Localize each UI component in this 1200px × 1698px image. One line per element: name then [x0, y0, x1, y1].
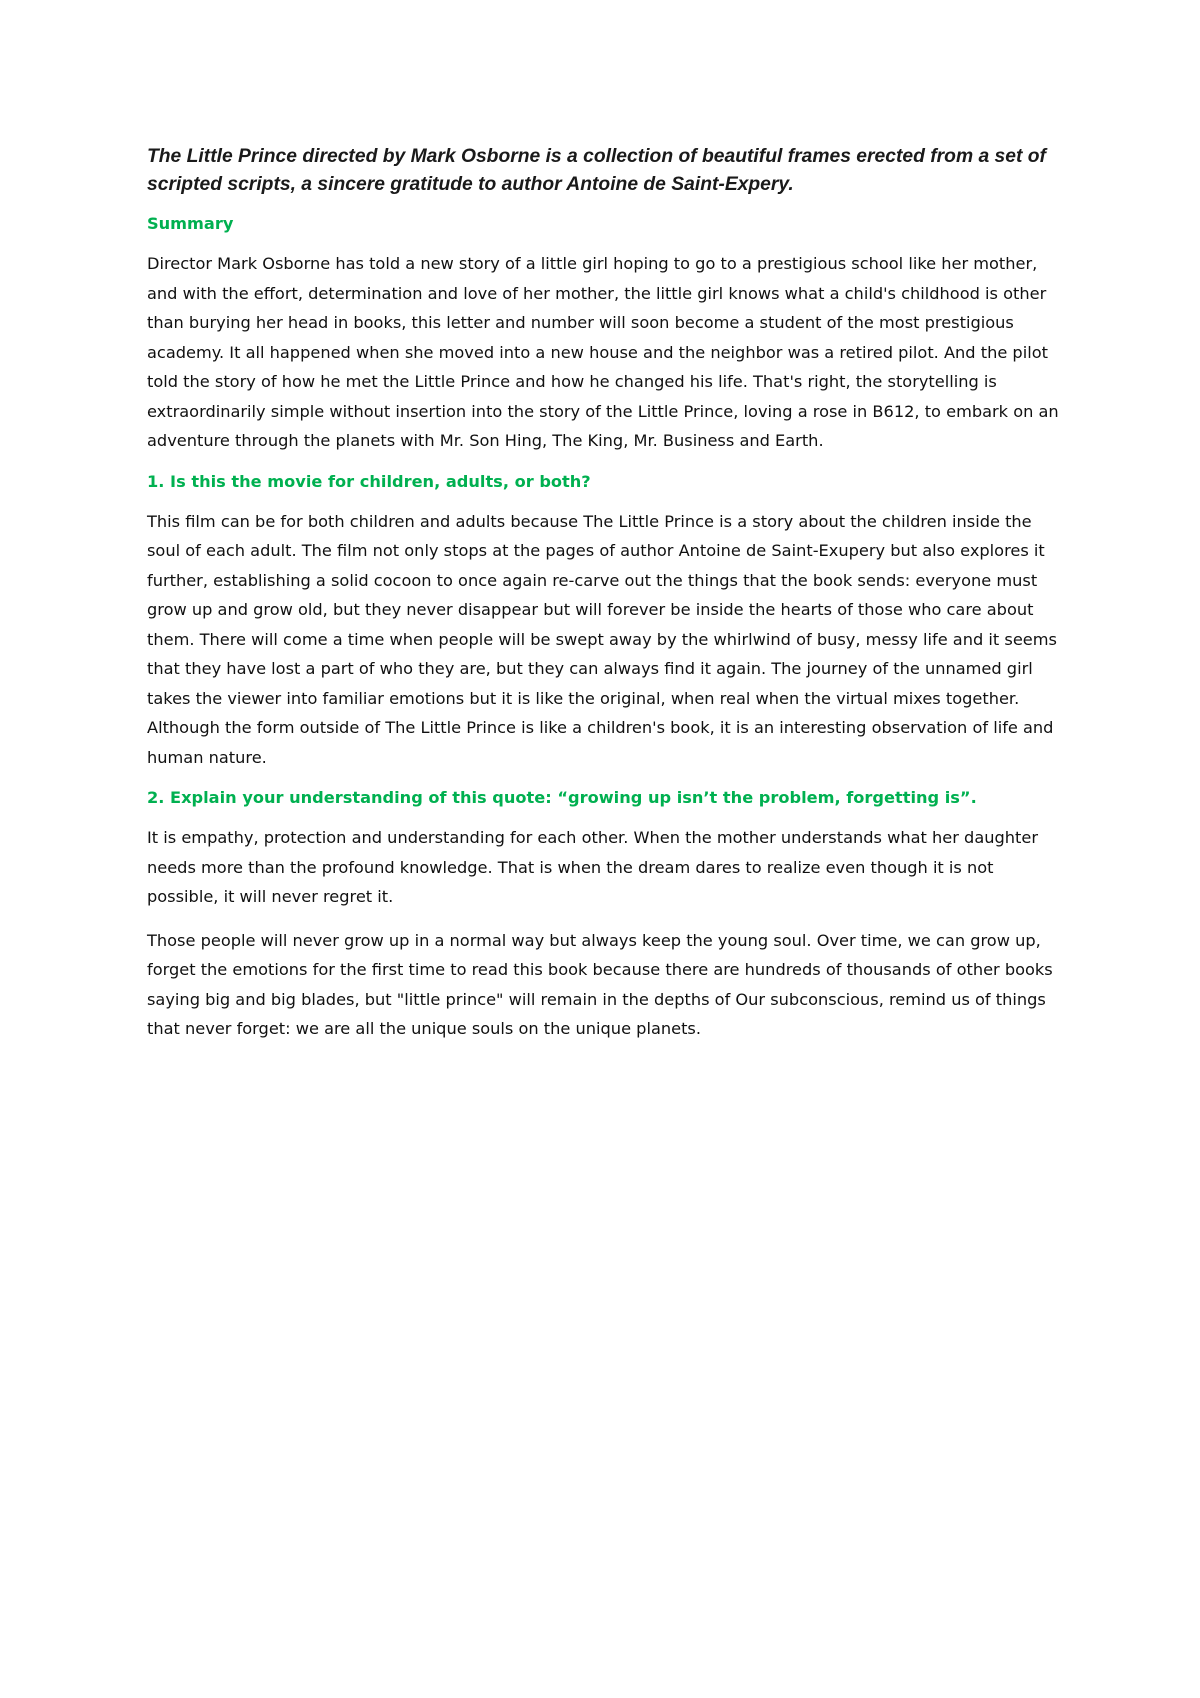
- document-title: The Little Prince directed by Mark Osborne is a collection of beautiful frames erected from a set of scripted scripts, a sincere gratitude to author Antoine de Saint-Expery.: [147, 146, 1046, 195]
- section-heading-question-2: 2. Explain your understanding of this quote: “growing up isn’t the problem, forgetting is”.: [147, 788, 977, 807]
- document-body: [147, 143, 1067, 1058]
- section-heading-summary: Summary: [147, 214, 234, 233]
- answer-2-paragraph-1: It is empathy, protection and understanding for each other. When the mother understands what her daughter needs more than the profound knowledge. That is when the dream dares to realize even though it is not possible, it will never regret it.: [147, 828, 1038, 906]
- summary-paragraph: Director Mark Osborne has told a new story of a little girl hoping to go to a prestigious school like her mother, and with the effort, determination and love of her mother, the little girl knows what a child's childhood is other than burying her head in books, this letter and number will soon become a student of the most prestigious academy. It all happened when she moved into a new house and the neighbor was a retired pilot. And the pilot told the story of how he met the Little Prince and how he changed his life. That's right, the storytelling is extraordinarily simple without insertion into the story of the Little Prince, loving a rose in B612, to embark on an adventure through the planets with Mr. Son Hing, The King, Mr. Business and Earth.: [147, 254, 1059, 450]
- answer-1-paragraph: This film can be for both children and adults because The Little Prince is a story about the children inside the soul of each adult. The film not only stops at the pages of author Antoine de Saint-Exupery but also explores it further, establishing a solid cocoon to once again re-carve out the things that the book sends: everyone must grow up and grow old, but they never disappear but will forever be inside the hearts of those who care about them. There will come a time when people will be swept away by the whirlwind of busy, messy life and it seems that they have lost a part of who they are, but they can always find it again. The journey of the unnamed girl takes the viewer into familiar emotions but it is like the original, when real when the virtual mixes together. Although the form outside of The Little Prince is like a children's book, it is an interesting observation of life and human nature.: [147, 511, 1057, 767]
- answer-2-paragraph-2: Those people will never grow up in a normal way but always keep the young soul. Over time, we can grow up, forget the emotions for the first time to read this book because there are hundreds of thousands of other books saying big and big blades, but "little prince" will remain in the depths of Our subconscious, remind us of things that never forget: we are all the unique souls on the unique planets.: [147, 930, 1053, 1038]
- section-heading-question-1: 1. Is this the movie for children, adults, or both?: [147, 471, 591, 491]
